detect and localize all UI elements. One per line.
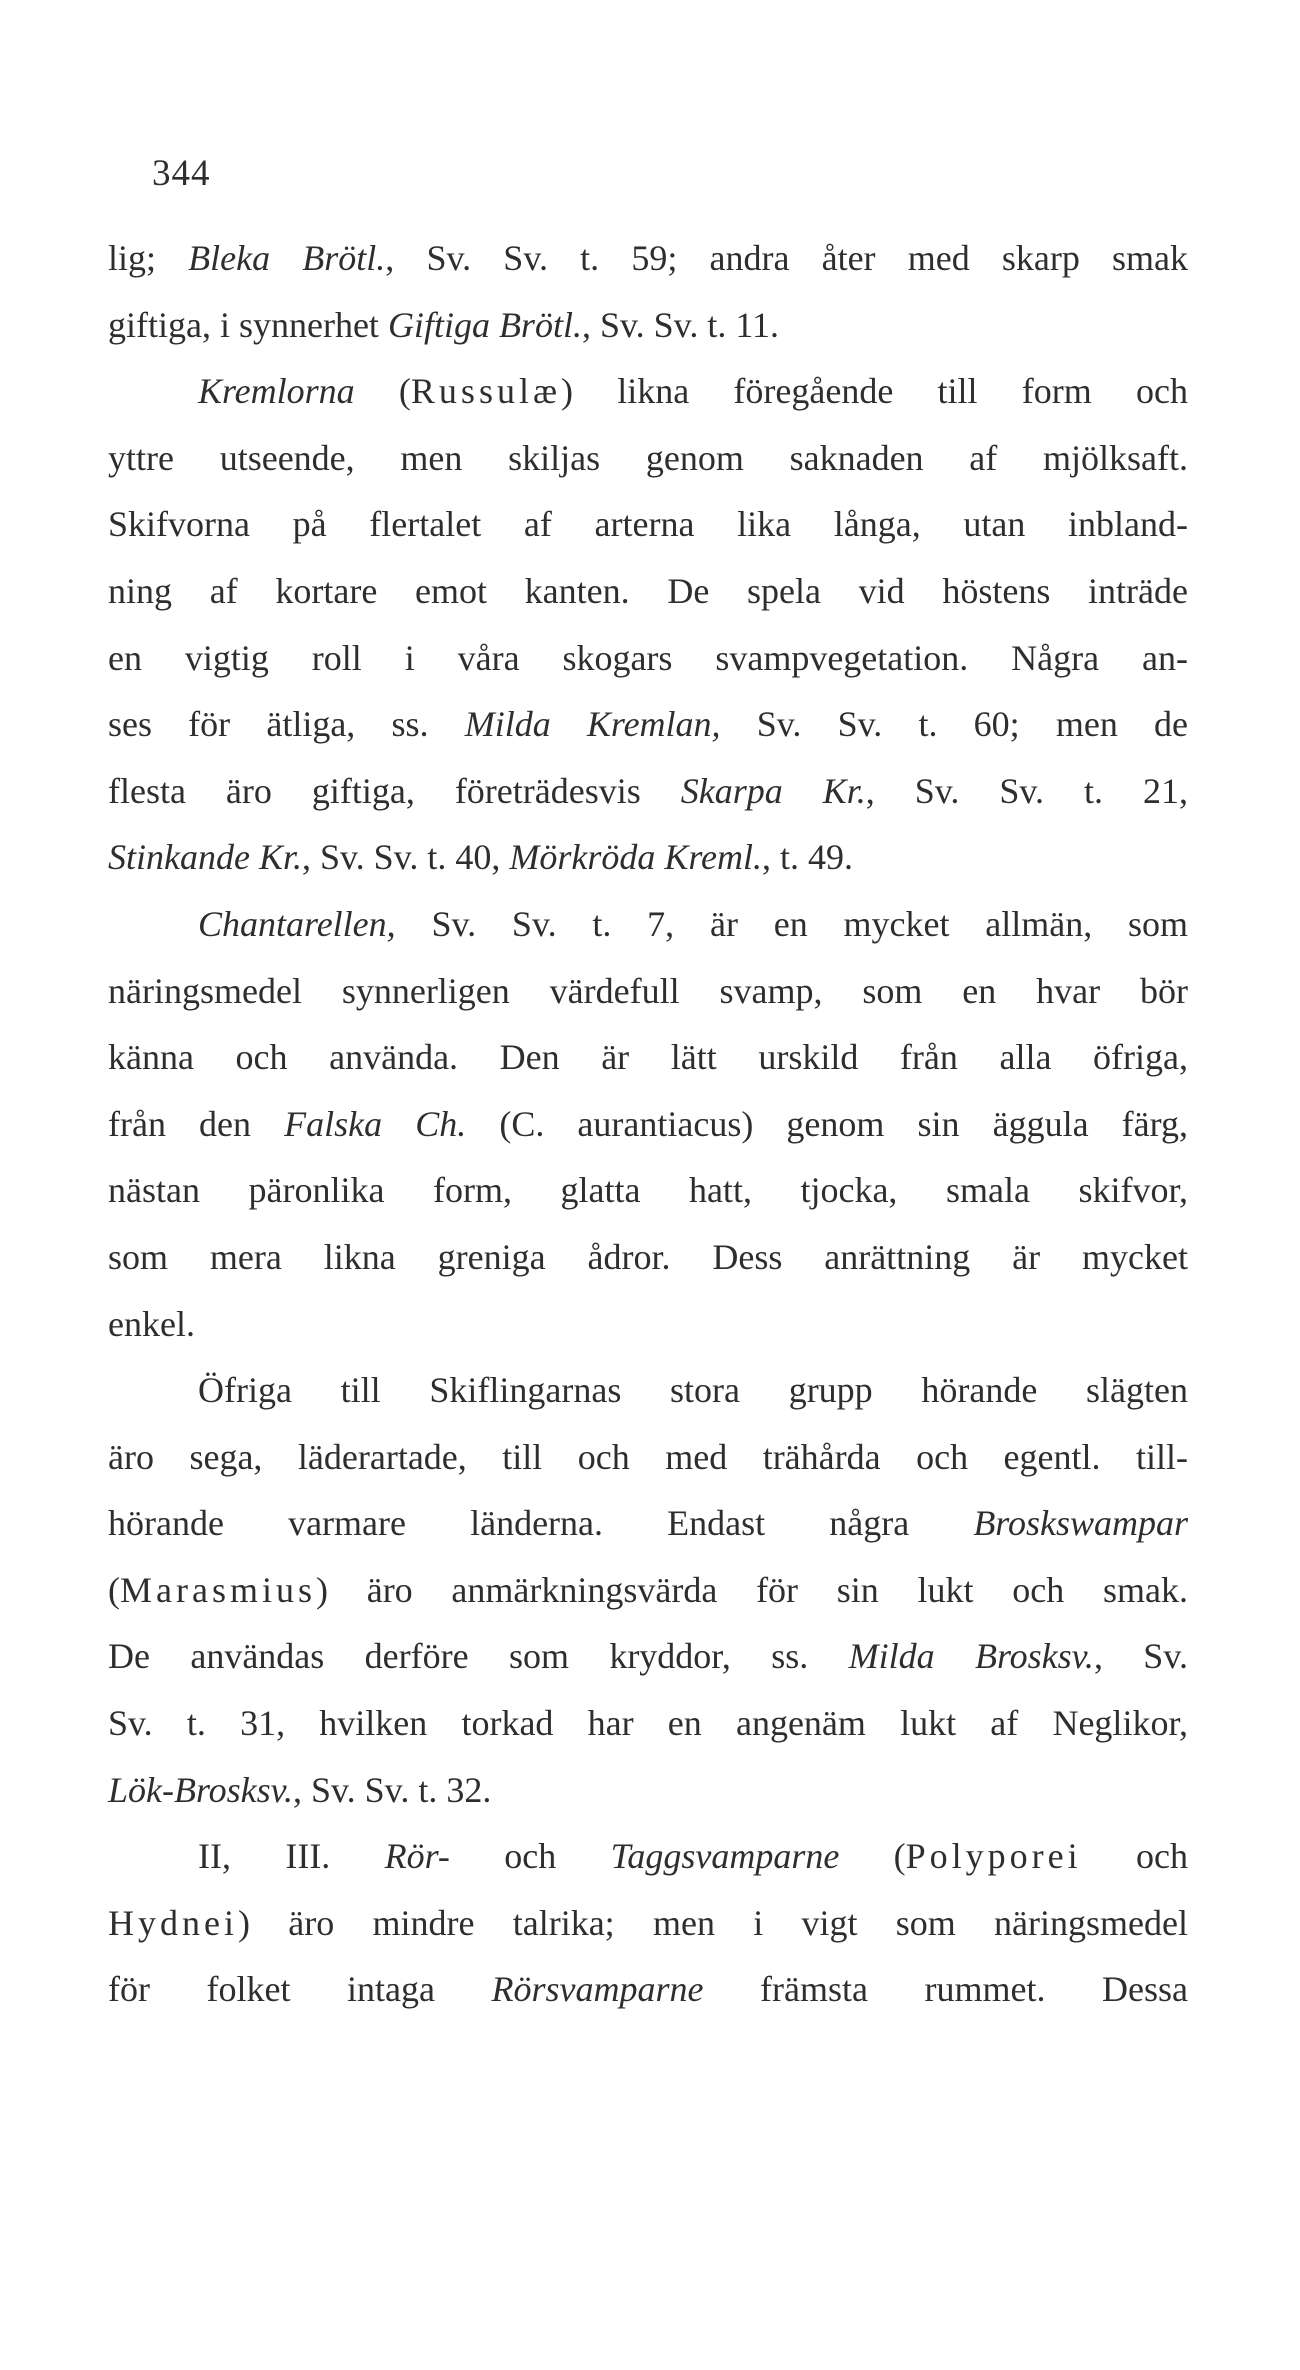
text-segment: ( [839, 1836, 906, 1877]
spaced-latin-term: Polyporei [905, 1836, 1082, 1877]
italic-term: Rör- [384, 1836, 450, 1877]
text-line [108, 1757, 1188, 1824]
text-segment: yttre utseende, men skiljas genom saknaden af mjölksaft. [108, 437, 1188, 478]
italic-term: Mörkröda Kreml. [509, 837, 763, 878]
text-segment: , t. 49. [762, 837, 854, 878]
text-segment: en vigtig roll i våra skogars svampvegetation. Några an- [108, 637, 1188, 678]
text-line [108, 558, 1188, 625]
text-line [108, 824, 1188, 891]
italic-term: Lök-Brosksv. [108, 1769, 293, 1810]
body-text [108, 225, 1188, 2023]
text-segment: Öfriga till Skiflingarnas stora grupp hörande slägten [198, 1370, 1188, 1411]
text-segment: , Sv. Sv. t. 40, [302, 837, 510, 878]
text-segment: flesta äro giftiga, företrädesvis [108, 770, 681, 811]
text-line [108, 1291, 1188, 1358]
italic-term: Milda Brosksv. [848, 1636, 1094, 1677]
text-line [108, 1623, 1188, 1690]
spaced-latin-term: Russulæ [410, 371, 561, 412]
text-line [108, 1823, 1188, 1890]
text-segment: , Sv. [1093, 1636, 1188, 1677]
italic-term: Chantarellen, [198, 903, 396, 944]
italic-term: Taggsvamparne [610, 1836, 840, 1877]
text-segment: som mera likna greniga ådror. Dess anrättning är mycket [108, 1236, 1188, 1277]
text-line [108, 891, 1188, 958]
text-line [108, 1024, 1188, 1091]
text-segment: Sv. t. 31, hvilken torkad har en angenäm lukt af Neglikor, [108, 1703, 1188, 1744]
text-segment: Sv. Sv. t. 60; men de [720, 704, 1188, 745]
italic-term: Rörsvamparne [491, 1969, 704, 2010]
text-segment: främsta rummet. Dessa [703, 1969, 1188, 2010]
text-segment: känna och använda. Den är lätt urskild från alla öfriga, [108, 1037, 1188, 1078]
text-segment: ) äro anmärkningsvärda för sin lukt och smak. [315, 1569, 1188, 1610]
text-segment: ning af kortare emot kanten. De spela vid höstens inträde [108, 570, 1188, 611]
text-segment: Skifvorna på flertalet af arterna lika långa, utan inbland- [108, 504, 1188, 545]
text-segment: för folket intaga [108, 1969, 492, 2010]
text-line [108, 225, 1188, 292]
italic-term: Giftiga Brötl. [387, 304, 582, 345]
text-segment: De användas derföre som kryddor, ss. [108, 1636, 849, 1677]
text-line [108, 1557, 1188, 1624]
text-line [108, 1224, 1188, 1291]
spaced-latin-term: Marasmius [120, 1569, 316, 1610]
text-line [108, 1490, 1188, 1557]
text-segment: Sv. Sv. t. 7, är en mycket allmän, som [395, 903, 1188, 944]
text-line [108, 758, 1188, 825]
text-segment: från den [108, 1103, 285, 1144]
text-line [108, 1357, 1188, 1424]
text-segment: , Sv. Sv. t. 11. [581, 304, 779, 345]
text-line [108, 358, 1188, 425]
text-line [108, 1157, 1188, 1224]
text-segment: näringsmedel synnerligen värdefull svamp, som en hvar bör [108, 970, 1188, 1011]
italic-term: Falska Ch. [284, 1103, 467, 1144]
text-segment: ses för ätliga, ss. [108, 704, 465, 745]
text-segment: , Sv. Sv. t. 59; andra åter med skarp smak [385, 238, 1188, 278]
text-segment: nästan päronlika form, glatta hatt, tjocka, smala skifvor, [108, 1170, 1188, 1211]
text-segment: lig; [108, 238, 189, 278]
text-line [108, 1956, 1188, 2023]
text-line [108, 1890, 1188, 1957]
italic-term: Broskswampar [973, 1503, 1188, 1544]
text-segment: ) likna föregående till form och [560, 371, 1188, 412]
text-segment: , Sv. Sv. t. 32. [292, 1769, 492, 1810]
text-segment: , Sv. Sv. t. 21, [865, 770, 1188, 811]
text-segment: (C. aurantiacus) genom sin äggula färg, [466, 1103, 1188, 1144]
text-line [108, 1424, 1188, 1491]
text-line [108, 425, 1188, 492]
text-segment: II, III. [198, 1836, 385, 1877]
italic-term: Stinkande Kr. [108, 837, 302, 878]
text-line [108, 292, 1188, 359]
text-line [108, 958, 1188, 1025]
italic-term: Skarpa Kr. [680, 770, 866, 811]
text-segment: ( [108, 1569, 120, 1610]
text-segment: och [1081, 1836, 1188, 1877]
text-segment: hörande varmare länderna. Endast några [108, 1503, 974, 1544]
text-segment: ) äro mindre talrika; men i vigt som näringsmedel [237, 1902, 1188, 1943]
text-segment: giftiga, i synnerhet [108, 304, 388, 345]
italic-term: Milda Kremlan, [464, 704, 721, 745]
text-segment: enkel. [108, 1303, 195, 1344]
text-segment: äro sega, läderartade, till och med trähårda och egentl. till- [108, 1436, 1188, 1477]
spaced-latin-term: Hydnei [108, 1902, 238, 1943]
text-segment: och [449, 1836, 611, 1877]
text-line [108, 1091, 1188, 1158]
text-line [108, 1690, 1188, 1757]
italic-term: Bleka Brötl. [188, 238, 386, 278]
text-line [108, 625, 1188, 692]
italic-term: Kremlorna [198, 371, 355, 412]
text-segment: ( [354, 371, 411, 412]
text-line [108, 691, 1188, 758]
page-number: 344 [152, 153, 211, 194]
text-line [108, 491, 1188, 558]
